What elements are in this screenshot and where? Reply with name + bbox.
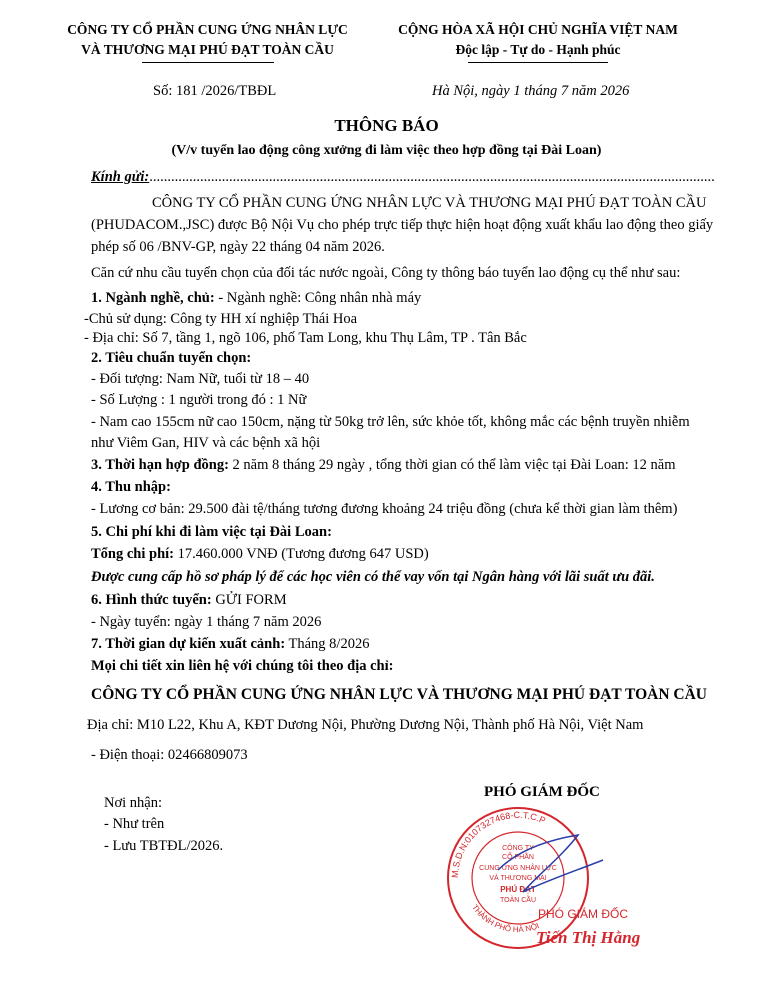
intro-line2: (PHUDACOM.,JSC) được Bộ Nội Vụ cho phép trực tiếp thực hiện hoạt động xuất khẩu lao động theo giấy: [91, 217, 714, 233]
svg-text:PHÚ ĐẠT: PHÚ ĐẠT: [500, 885, 536, 894]
contact-intro: Mọi chi tiết xin liên hệ với chúng tôi theo địa chỉ:: [91, 658, 394, 674]
place-date: Hà Nội, ngày 1 tháng 7 năm 2026: [432, 83, 630, 99]
section6-date: - Ngày tuyển: ngày 1 tháng 7 năm 2026: [91, 614, 322, 630]
motto-underline: [468, 62, 608, 63]
section3-line: [91, 457, 676, 474]
document-subtitle: (V/v tuyển lao động công xưởng đi làm việc theo hợp đồng tại Đài Loan): [171, 143, 602, 158]
company-underline: [142, 62, 274, 63]
document-number: Số: 181 /2026/TBĐL: [153, 83, 277, 99]
section1-line: [91, 290, 421, 307]
seal-ring-text: M.S.D.N:0107327468-C.T.C.P: [449, 809, 547, 879]
section3-heading: 3. Thời hạn hợp đồng:: [91, 457, 229, 473]
section1-employer: -Chủ sử dụng: Công ty HH xí nghiệp Thái Hoa: [84, 311, 358, 327]
national-motto: Độc lập - Tự do - Hạnh phúc: [455, 42, 621, 57]
section2-subjects: - Đối tượng: Nam Nữ, tuổi từ 18 – 40: [91, 371, 310, 387]
greeting-label: Kính gửi:: [91, 169, 150, 185]
svg-text:VÀ THƯƠNG MẠI: VÀ THƯƠNG MẠI: [489, 875, 547, 882]
company-seal: [428, 800, 660, 955]
signer-title-stamp: PHÓ GIÁM ĐỐC: [538, 907, 629, 921]
basis-text: Căn cứ nhu cầu tuyển chọn của đối tác nước ngoài, Công ty thông báo tuyển lao động cụ thể như sau:: [91, 265, 681, 281]
total-cost-label: Tổng chi phí:: [91, 546, 174, 562]
section1-address: - Địa chỉ: Số 7, tầng 1, ngõ 106, phố Tam Long, khu Thụ Lâm, TP . Tân Bắc: [84, 330, 527, 346]
company-address: Địa chỉ: M10 L22, Khu A, KĐT Dương Nội, Phường Dương Nội, Thành phố Hà Nội, Việt Nam: [87, 717, 644, 733]
svg-text:CỔ PHẦN: CỔ PHẦN: [502, 854, 534, 861]
signer-name: Tiến Thị Hằng: [536, 928, 641, 947]
recipient-item-2: - Lưu TBTĐL/2026.: [104, 838, 224, 854]
loan-note: Được cung cấp hồ sơ pháp lý để các học viên có thể vay vốn tại Ngân hàng với lãi suất ưu đãi.: [91, 569, 655, 585]
recipients-label: Nơi nhận:: [104, 795, 163, 811]
greeting: [91, 169, 715, 186]
section4-heading: 4. Thu nhập:: [91, 479, 171, 495]
company-name-line1: CÔNG TY CỔ PHẦN CUNG ỨNG NHÂN LỰC: [67, 22, 348, 37]
seal-bottom-text: THÀNH PHỐ HÀ NỘI: [470, 902, 541, 935]
section2-health-line2: như Viêm Gan, HIV và các bệnh xã hội: [91, 435, 321, 451]
seal-center-text: [479, 843, 557, 904]
signature-title: PHÓ GIÁM ĐỐC: [484, 784, 600, 800]
section1-occupation: - Ngành nghề: Công nhân nhà máy: [214, 290, 422, 306]
section2-heading: 2. Tiêu chuẩn tuyển chọn:: [91, 350, 252, 366]
document-title: THÔNG BÁO: [334, 116, 439, 135]
section6-line: [91, 592, 287, 609]
recipient-item-1: - Như trên: [104, 816, 165, 832]
section6-method: GỬI FORM: [211, 592, 287, 608]
section7-departure: Tháng 8/2026: [285, 636, 370, 652]
company-name-line2: VÀ THƯƠNG MẠI PHÚ ĐẠT TOÀN CẦU: [81, 42, 334, 57]
section7-heading: 7. Thời gian dự kiến xuất cảnh:: [91, 636, 286, 652]
svg-text:CUNG ỨNG NHÂN LỰC: CUNG ỨNG NHÂN LỰC: [479, 865, 557, 872]
section5-heading: 5. Chi phí khi đi làm việc tại Đài Loan:: [91, 524, 332, 540]
section4-salary: - Lương cơ bản: 29.500 đài tệ/tháng tương đương khoảng 24 triệu đồng (chưa kể thời gian làm thêm): [91, 501, 678, 517]
svg-text:TOÀN CẦU: TOÀN CẦU: [499, 897, 537, 904]
section1-heading: 1. Ngành nghề, chủ:: [91, 290, 215, 306]
republic-name: CỘNG HÒA XÃ HỘI CHỦ NGHĨA VIỆT NAM: [398, 22, 678, 37]
section2-quantity: - Số Lượng : 1 người trong đó : 1 Nữ: [91, 392, 307, 408]
section7-line: [91, 636, 369, 653]
company-full-name: CÔNG TY CỔ PHẦN CUNG ỨNG NHÂN LỰC VÀ THƯƠNG MẠI PHÚ ĐẠT TOÀN CẦU: [91, 686, 708, 703]
total-cost-value: 17.460.000 VNĐ (Tương đương 647 USD): [174, 546, 429, 562]
section6-heading: 6. Hình thức tuyển:: [91, 592, 212, 608]
section5-total-line: [91, 546, 429, 563]
intro-line1: CÔNG TY CỔ PHẦN CUNG ỨNG NHÂN LỰC VÀ THƯƠNG MẠI PHÚ ĐẠT TOÀN CẦU: [152, 195, 707, 211]
intro-line3: phép số 06 /BNV-GP, ngày 22 tháng 04 năm 2026.: [91, 239, 385, 255]
section2-health-line1: - Nam cao 155cm nữ cao 150cm, nặng từ 50kg trở lên, sức khỏe tốt, không mắc các bệnh truyền nhiễm: [91, 414, 690, 430]
greeting-dots: ............................................................................................................................................................: [149, 169, 715, 185]
svg-text:CÔNG TY: CÔNG TY: [502, 845, 534, 852]
company-phone: - Điện thoại: 02466809073: [91, 747, 248, 763]
section3-duration: 2 năm 8 tháng 29 ngày , tổng thời gian có thể làm việc tại Đài Loan: 12 năm: [228, 457, 676, 473]
